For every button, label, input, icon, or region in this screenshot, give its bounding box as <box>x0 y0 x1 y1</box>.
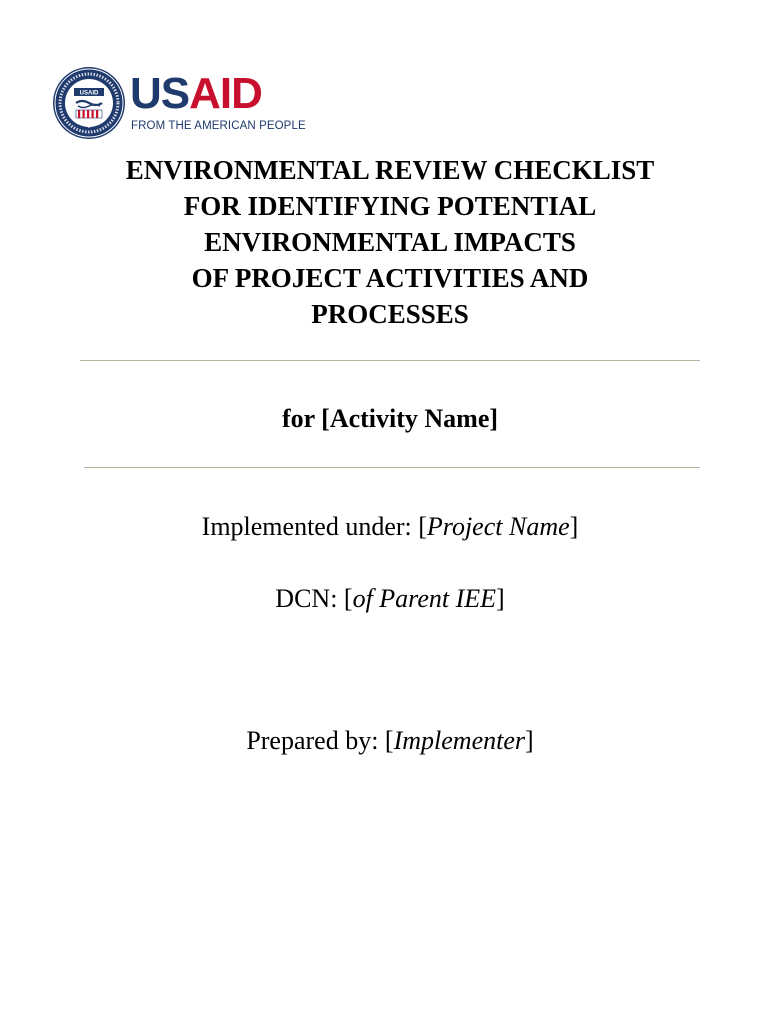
usaid-tagline: FROM THE AMERICAN PEOPLE <box>131 120 306 132</box>
dcn-close: ] <box>496 584 505 613</box>
seal-usaid-label: USAID <box>79 90 99 97</box>
title-line: PROCESSES <box>311 299 469 329</box>
title-line: ENVIRONMENTAL REVIEW CHECKLIST <box>125 155 655 185</box>
implemented-under-line <box>60 510 720 544</box>
title-line: FOR IDENTIFYING POTENTIAL <box>183 191 597 221</box>
dcn-label: DCN: [ <box>275 584 353 613</box>
prepared-close: ] <box>525 726 534 755</box>
implemented-label: Implemented under: [ <box>201 512 427 541</box>
implementer-placeholder: Implementer <box>393 726 525 755</box>
divider <box>84 467 700 468</box>
implemented-close: ] <box>569 512 579 541</box>
wordmark-us: US <box>130 69 190 118</box>
title-line: ENVIRONMENTAL IMPACTS <box>204 227 576 257</box>
parent-iee-placeholder: of Parent IEE <box>352 584 497 613</box>
usaid-wordmark <box>130 69 262 118</box>
usaid-logo <box>52 66 306 142</box>
project-name-placeholder: Project Name <box>426 512 570 541</box>
prepared-by-line <box>60 724 720 758</box>
activity-name-line: for [Activity Name] <box>281 404 499 433</box>
dcn-line <box>60 582 720 616</box>
divider <box>80 360 700 361</box>
document-title <box>60 152 720 332</box>
prepared-label: Prepared by: [ <box>246 726 394 755</box>
wordmark-aid: AID <box>189 69 262 118</box>
usaid-seal-icon <box>52 66 126 140</box>
title-line: OF PROJECT ACTIVITIES AND <box>191 263 589 293</box>
